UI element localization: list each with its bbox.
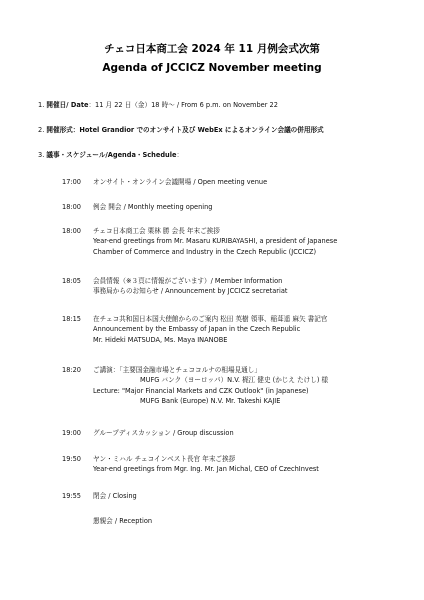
schedule-time: 18:15 (62, 315, 82, 323)
item-date-text: ：11 月 22 日（金）18 時～ / From 6 p.m. on November 22 (88, 101, 278, 109)
title-japanese: チェコ日本商工会 2024 年 11 月例会式次第 (104, 43, 320, 55)
schedule-time: 19:50 (62, 455, 82, 463)
item-agenda-label: 議事・スケジュール/Agenda・Schedule (46, 151, 177, 159)
item-format: 2. 開催形式：Hotel Grandior でのオンサイト及び WebEx によるオンライン会議の併用形式 (38, 126, 324, 134)
schedule-time: 18:00 (62, 227, 82, 235)
document-page: チェコ日本商工会 2024 年 11 月例会式次第 Agenda of JCCICZ November meeting 1. 開催日/ Date：11 月 22 日（金）18 時～ / From 6 p.m. on November 22 2. 開催形式：Hotel Grandior でのオンサイト及び WebEx によるオンライン会議の併用形式 3. 議事・スケジュール/Agenda・Schedule： 17:00 オンサイト・オンライン会議開場 / Open meeting venue 18:00 例会 開会 / Monthly meeting opening 18:00 チェコ日本商工会 栗林 勝 会長 年末ご挨拶 Year-end greetings from Mr. Masaru KURIBAYASHI, a president of Japanese Chamber of Commerce and Industry in the Czech Republic (JCCICZ) 18:05 会員情報（※３頁に情報がございます）/ Member Information 事務局からのお知らせ / Announcement by JCCICZ secretariat 18:15 在チェコ共和国日本国大使館からのご案内 松田 英樹 領事、稲葺遥 麻矢 書記官 Announcement by the Embassy of Japan in the Czech Republic Mr. Hideki MATSUDA, Ms. Maya INANOBE 18:20 ご講演：「主要国金融市場とチェココルナの相場見通し」 MUFG バンク（ヨーロッパ）N.V. 梶江 健史 (かじえ たけし) 様 Lecture: "Major Financial Markets and CZK Outlook" (in Japanese) MUFG Bank (Europe) N.V. Mr. Takeshi KAJIE 19:00 グループディスカッション / Group discussion 19:50 ヤン・ミハル チェコインベスト長官 年末ご挨拶 Year-end greetings from Mgr. Ing. Mr. Jan Michal, CEO of CzechInvest 19:55 閉会 / Closing 懇親会 / Reception (0, 0, 424, 600)
schedule-time: 18:05 (62, 277, 82, 285)
schedule-time: 19:55 (62, 492, 82, 500)
schedule-time: 19:00 (62, 429, 82, 437)
schedule-time: 17:00 (62, 178, 82, 186)
item-agenda: 3. 議事・スケジュール/Agenda・Schedule： (38, 151, 184, 159)
schedule-time: 18:20 (62, 366, 82, 374)
item-date: 1. 開催日/ Date：11 月 22 日（金）18 時～ / From 6 p.m. on November 22 (38, 101, 278, 109)
title-english: Agenda of JCCICZ November meeting (102, 62, 322, 74)
schedule-time: 18:00 (62, 203, 82, 211)
item-date-label: 開催日/ Date (46, 101, 89, 109)
item-format-label: 開催形式：Hotel Grandior でのオンサイト及び WebEx によるオンライン会議の併用形式 (46, 126, 324, 134)
